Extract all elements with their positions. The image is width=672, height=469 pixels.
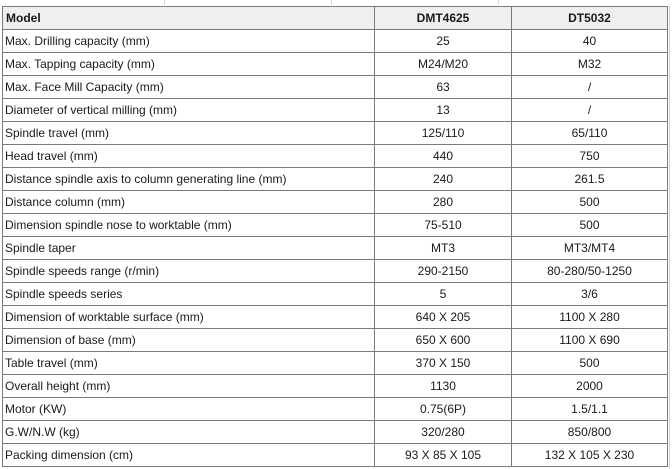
table-row: [3, 283, 668, 306]
spec-label: G.W/N.W (kg): [3, 421, 375, 444]
spec-label: Diameter of vertical milling (mm): [3, 99, 375, 122]
spec-label: Motor (KW): [3, 398, 375, 421]
spec-value-dmt4625: 640 X 205: [375, 306, 512, 329]
spec-value-dmt4625: 440: [375, 145, 512, 168]
spec-label: Overall height (mm): [3, 375, 375, 398]
spec-value-dmt4625: 0.75(6P): [375, 398, 512, 421]
spec-label: Table travel (mm): [3, 352, 375, 375]
spec-value-dmt4625: 240: [375, 168, 512, 191]
spec-label: Dimension of worktable surface (mm): [3, 306, 375, 329]
spec-value-dt5032: 261.5: [512, 168, 668, 191]
spec-label: Dimension spindle nose to worktable (mm): [3, 214, 375, 237]
table-header-row: [3, 7, 668, 30]
table-row: [3, 76, 668, 99]
spec-value-dmt4625: 93 X 85 X 105: [375, 444, 512, 467]
spec-value-dt5032: /: [512, 76, 668, 99]
spec-label: Distance spindle axis to column generating line (mm): [3, 168, 375, 191]
table-row: [3, 191, 668, 214]
table-row: [3, 306, 668, 329]
spec-value-dt5032: 40: [512, 30, 668, 53]
table-row: [3, 30, 668, 53]
spec-value-dmt4625: 63: [375, 76, 512, 99]
table-row: [3, 260, 668, 283]
table-row: [3, 214, 668, 237]
specification-table: [2, 6, 668, 467]
spec-value-dt5032: 80-280/50-1250: [512, 260, 668, 283]
spec-value-dt5032: 500: [512, 214, 668, 237]
spec-value-dt5032: M32: [512, 53, 668, 76]
table-body: [3, 30, 668, 467]
table-row: [3, 421, 668, 444]
spec-value-dmt4625: 13: [375, 99, 512, 122]
spec-value-dmt4625: 280: [375, 191, 512, 214]
spec-value-dmt4625: 5: [375, 283, 512, 306]
spec-value-dmt4625: 370 X 150: [375, 352, 512, 375]
table-row: [3, 352, 668, 375]
spec-value-dmt4625: 650 X 600: [375, 329, 512, 352]
spec-value-dt5032: 65/110: [512, 122, 668, 145]
spec-value-dmt4625: 25: [375, 30, 512, 53]
spec-value-dt5032: 750: [512, 145, 668, 168]
spec-value-dmt4625: 320/280: [375, 421, 512, 444]
table-row: [3, 53, 668, 76]
table-row: [3, 237, 668, 260]
spec-value-dt5032: /: [512, 99, 668, 122]
spec-value-dmt4625: MT3: [375, 237, 512, 260]
spec-value-dt5032: 1.5/1.1: [512, 398, 668, 421]
spec-label: Distance column (mm): [3, 191, 375, 214]
spec-label: Spindle speeds range (r/min): [3, 260, 375, 283]
table-row: [3, 168, 668, 191]
spec-value-dt5032: 1100 X 280: [512, 306, 668, 329]
strip-divider: [498, 0, 499, 5]
spec-label: Spindle travel (mm): [3, 122, 375, 145]
spec-value-dt5032: 850/800: [512, 421, 668, 444]
spec-value-dmt4625: 125/110: [375, 122, 512, 145]
spec-label: Head travel (mm): [3, 145, 375, 168]
spec-label: Spindle speeds series: [3, 283, 375, 306]
spec-label: Max. Tapping capacity (mm): [3, 53, 375, 76]
header-model-dmt4625: DMT4625: [375, 7, 512, 30]
table-row: [3, 375, 668, 398]
spec-value-dmt4625: M24/M20: [375, 53, 512, 76]
spec-value-dmt4625: 1130: [375, 375, 512, 398]
spec-value-dmt4625: 75-510: [375, 214, 512, 237]
spec-label: Packing dimension (cm): [3, 444, 375, 467]
strip-divider: [164, 0, 165, 5]
table-row: [3, 145, 668, 168]
spec-value-dmt4625: 290-2150: [375, 260, 512, 283]
spec-label: Max. Face Mill Capacity (mm): [3, 76, 375, 99]
right-edge-line: [669, 6, 670, 469]
strip-divider: [331, 0, 332, 5]
header-model-label: Model: [3, 7, 375, 30]
table-row: [3, 99, 668, 122]
spec-value-dt5032: MT3/MT4: [512, 237, 668, 260]
table-row: [3, 329, 668, 352]
spec-value-dt5032: 1100 X 690: [512, 329, 668, 352]
spec-label: Spindle taper: [3, 237, 375, 260]
spec-label: Dimension of base (mm): [3, 329, 375, 352]
table-row: [3, 122, 668, 145]
table-row: [3, 398, 668, 421]
spec-value-dt5032: 132 X 105 X 230: [512, 444, 668, 467]
spec-label: Max. Drilling capacity (mm): [3, 30, 375, 53]
spec-value-dt5032: 3/6: [512, 283, 668, 306]
spec-value-dt5032: 2000: [512, 375, 668, 398]
spec-value-dt5032: 500: [512, 191, 668, 214]
spec-value-dt5032: 500: [512, 352, 668, 375]
header-model-dt5032: DT5032: [512, 7, 668, 30]
table-row: [3, 444, 668, 467]
